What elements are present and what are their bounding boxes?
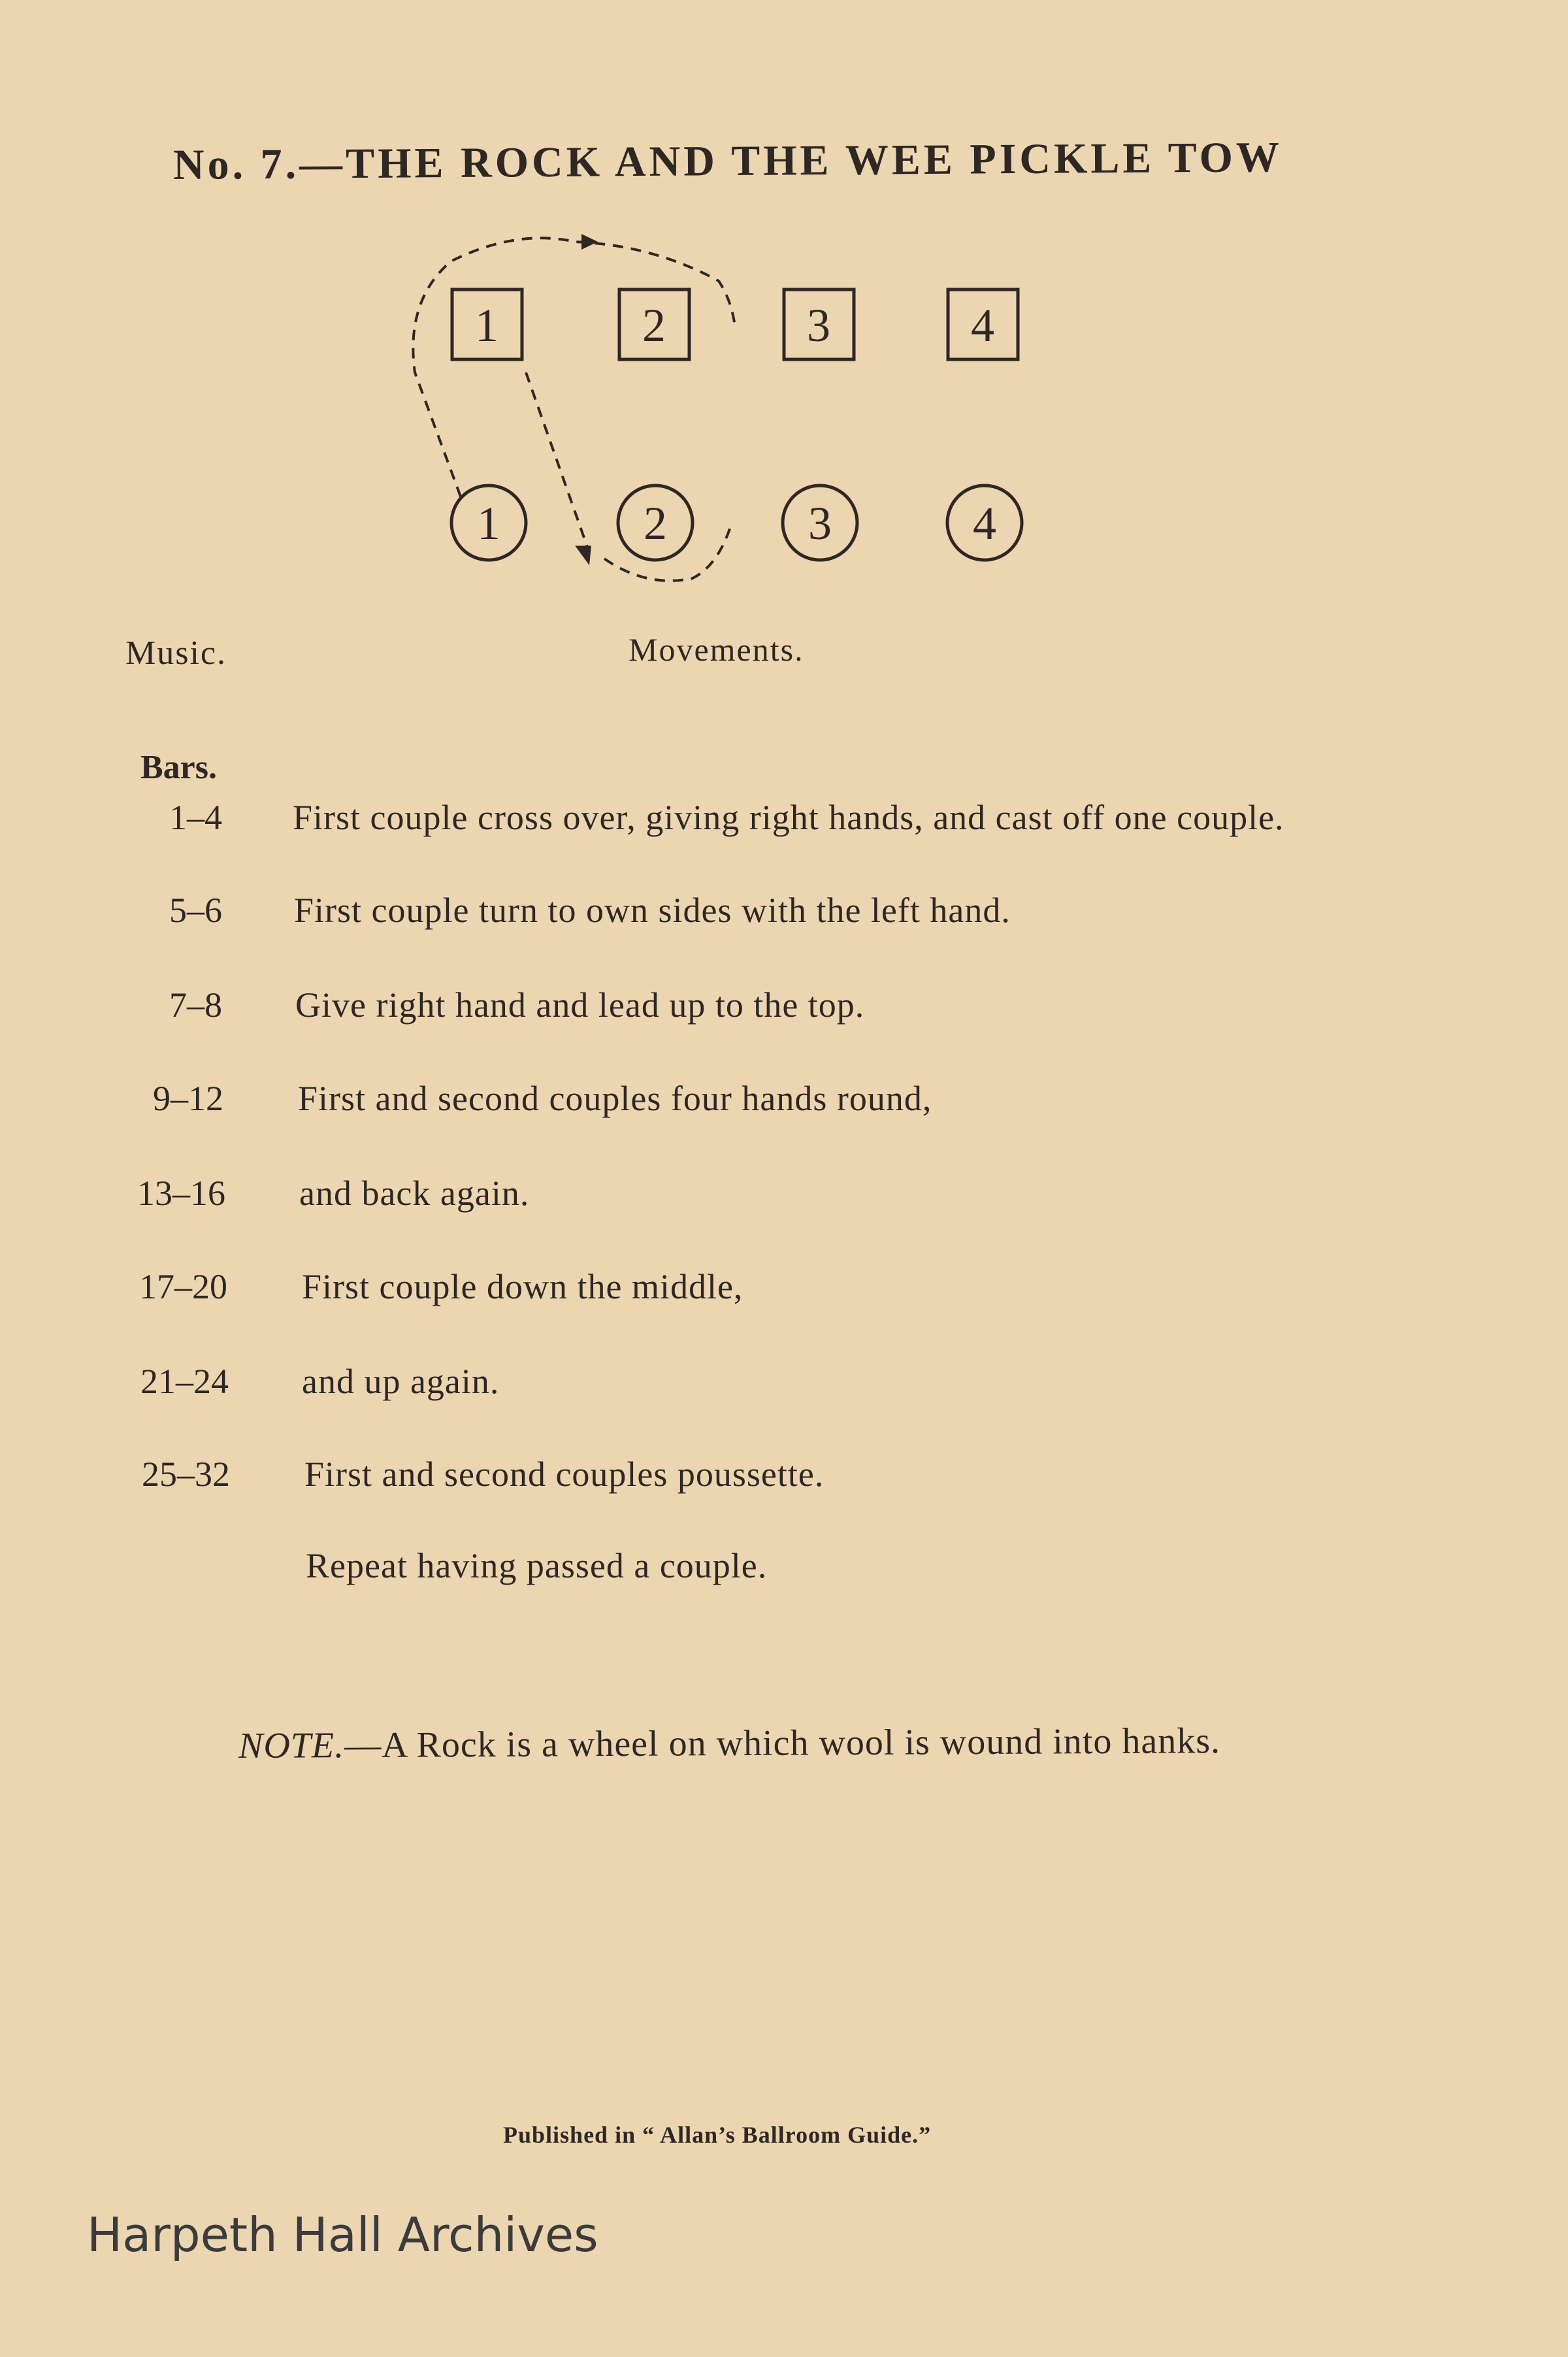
footnote — [238, 1720, 1220, 1767]
bar-range: 7–8 — [169, 985, 222, 1025]
movement-text: Give right hand and lead up to the top. — [295, 985, 865, 1025]
movements-column-header: Movements. — [629, 631, 804, 668]
publication-credit: Published in “ Allan’s Ballroom Guide.” — [503, 2122, 932, 2148]
bar-range: 17–20 — [139, 1267, 227, 1306]
dance-diagram — [379, 216, 1065, 608]
music-column-header: Music. — [125, 635, 227, 672]
bars-subheader: Bars. — [140, 749, 217, 786]
movement-text: First and second couples four hands round, — [298, 1079, 932, 1118]
bar-range: 13–16 — [137, 1174, 225, 1213]
bar-range: 25–32 — [142, 1455, 230, 1494]
circle-number-4: 4 — [973, 497, 996, 550]
archive-watermark: Harpeth Hall Archives — [87, 2207, 598, 2262]
movement-text: and up again. — [302, 1362, 500, 1401]
bottom-dashed-path — [604, 523, 732, 581]
circle-number-2: 2 — [644, 497, 667, 550]
page-title: No. 7.—THE ROCK AND THE WEE PICKLE TOW — [172, 133, 1283, 189]
bar-range: 1–4 — [169, 798, 222, 837]
bar-range: 21–24 — [140, 1362, 229, 1401]
movement-text: First and second couples poussette. — [304, 1455, 825, 1494]
bar-range: 9–12 — [153, 1079, 223, 1118]
arrowhead-right-icon — [581, 234, 598, 250]
movement-text: First couple cross over, giving right hands, and cast off one couple. — [293, 798, 1284, 837]
arrowhead-down-icon — [575, 546, 591, 565]
diagonal-dashed-path — [526, 372, 588, 549]
circle-number-1: 1 — [477, 497, 500, 550]
movement-text: and back again. — [299, 1174, 530, 1213]
bar-range: 5–6 — [169, 891, 222, 930]
circle-number-3: 3 — [808, 497, 832, 550]
movement-text: First couple turn to own sides with the left hand. — [294, 891, 1011, 930]
top-dashed-path — [413, 238, 735, 497]
note-label: NOTE. — [238, 1725, 345, 1766]
square-number-2: 2 — [642, 299, 666, 352]
movement-text: First couple down the middle, — [302, 1267, 743, 1306]
square-number-3: 3 — [807, 299, 830, 352]
square-number-1: 1 — [475, 299, 498, 352]
note-text: —A Rock is a wheel on which wool is wound into hanks. — [344, 1721, 1221, 1766]
movement-text: Repeat having passed a couple. — [306, 1546, 768, 1585]
square-number-4: 4 — [971, 299, 994, 352]
